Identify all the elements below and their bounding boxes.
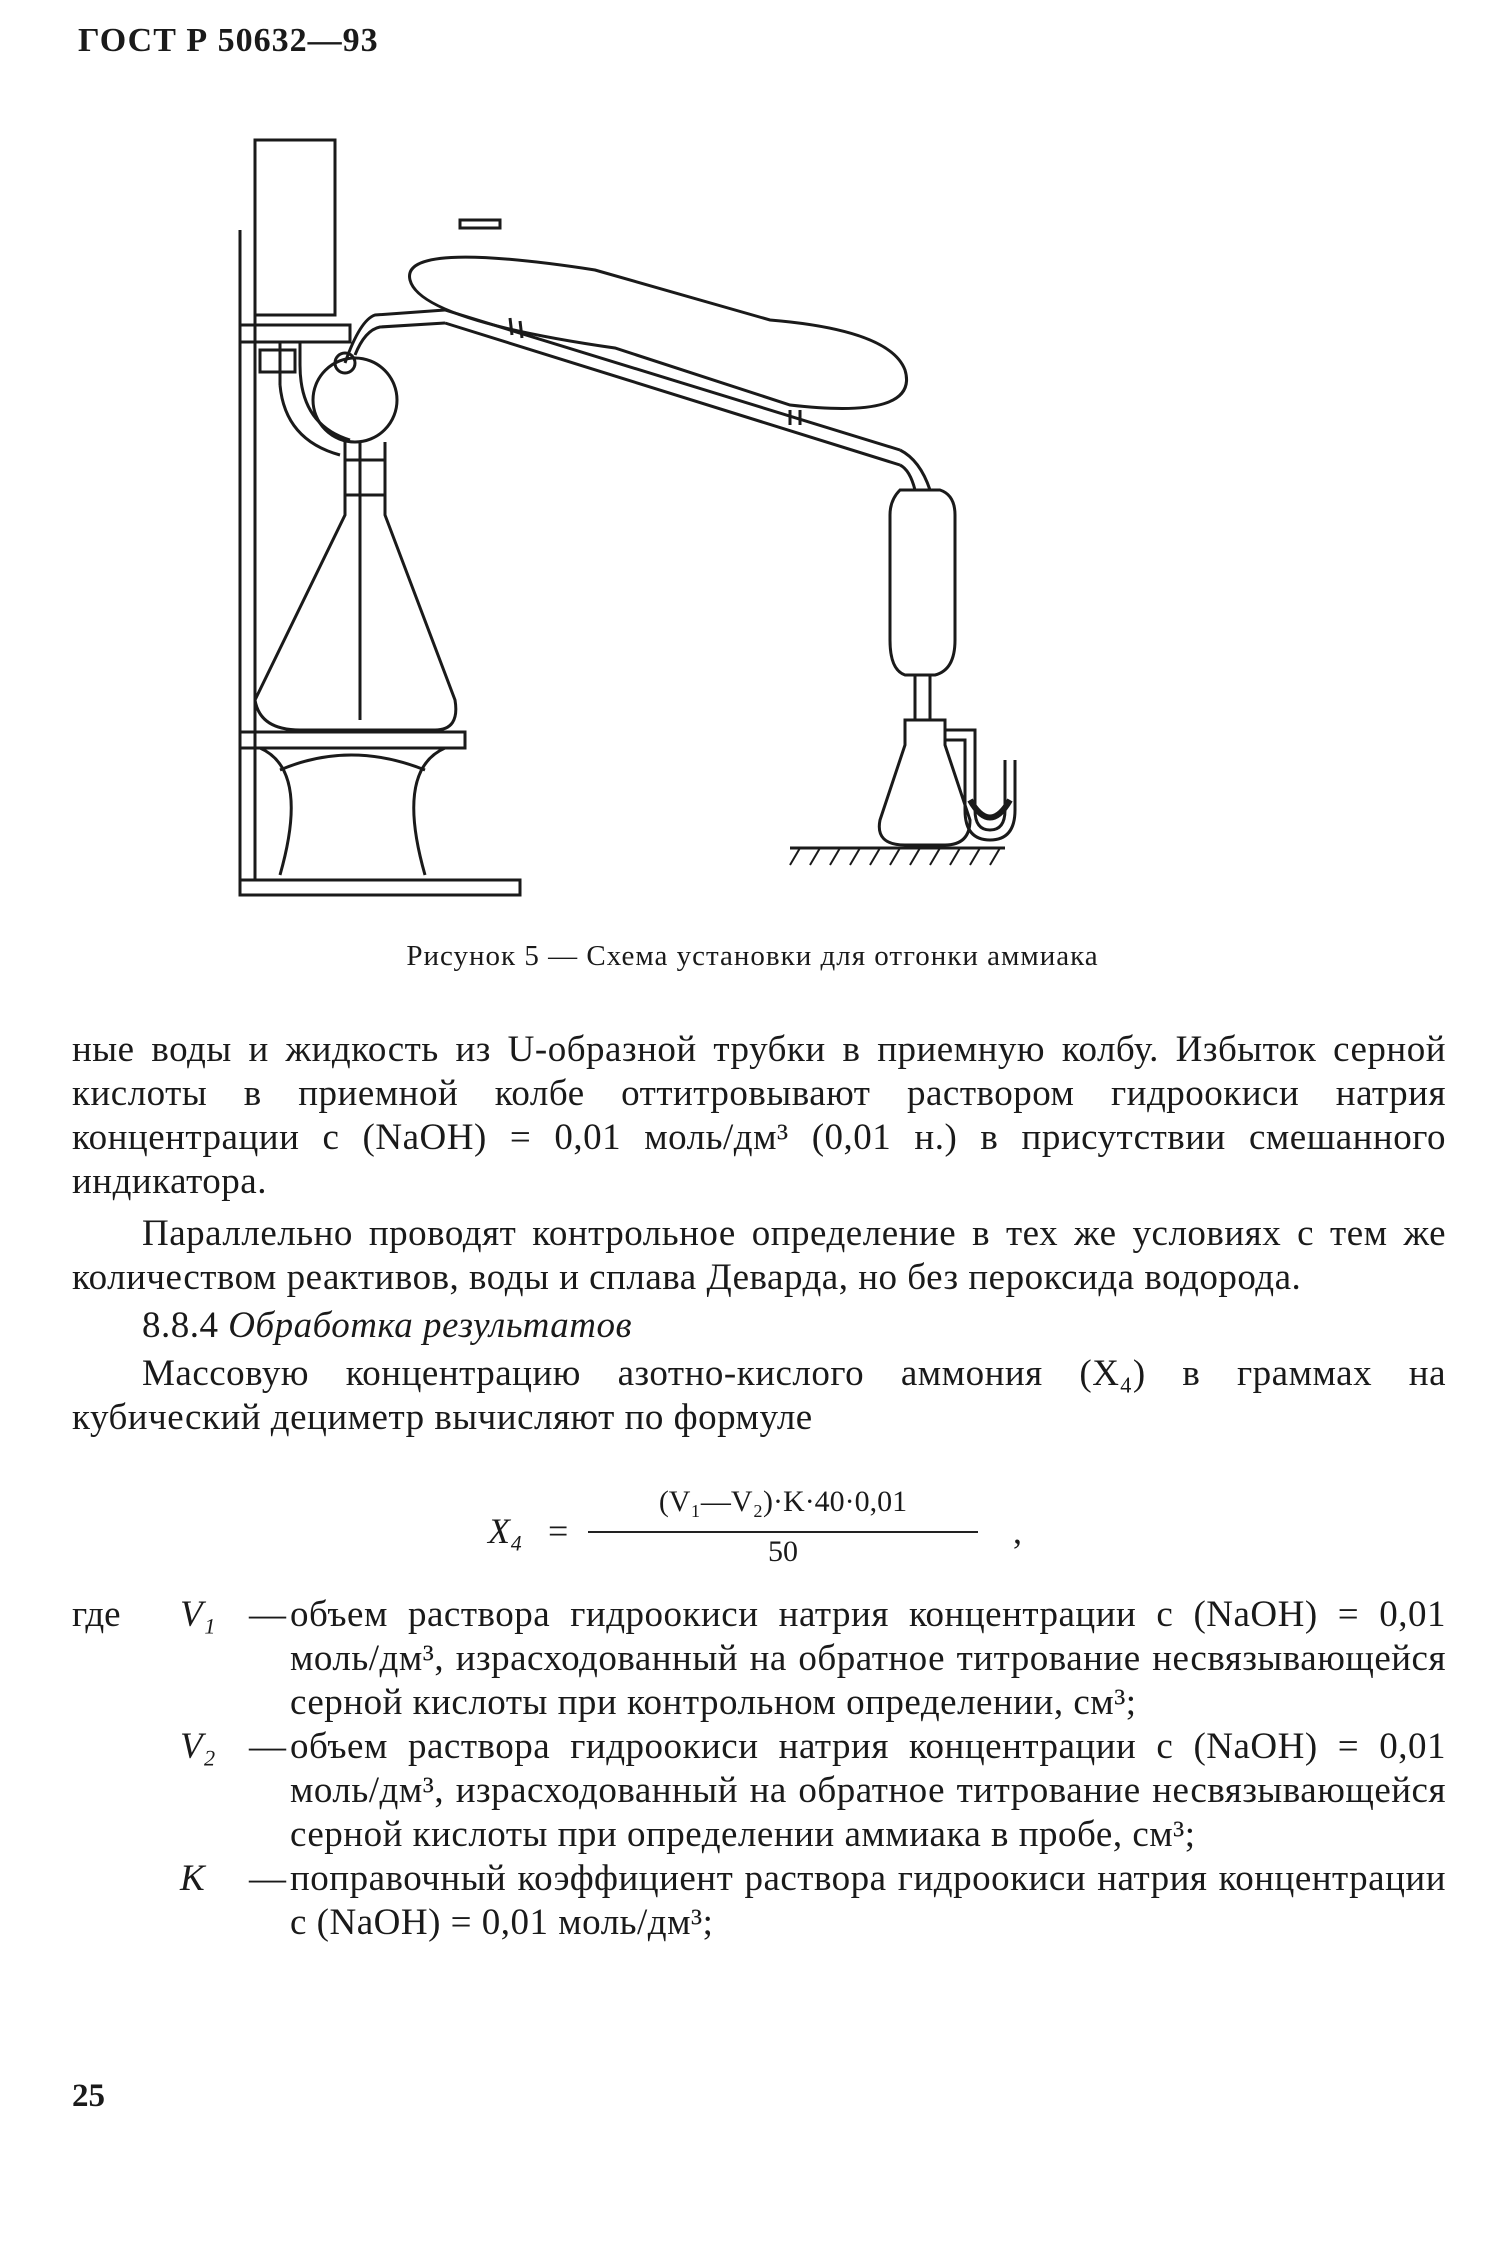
- condenser-jacket: [410, 257, 907, 408]
- definition-text: объем раствора гидроокиси натрия концентрации c (NaOH) = 0,01 моль/дм³, израсходованный на обратное титрование несвязывающейся серной кислоты при контрольном определении, см³;: [290, 1594, 1446, 1723]
- definitions-list: [72, 1593, 1446, 1945]
- definition-item: [72, 1857, 1446, 1945]
- formula-numerator: (V₁—V₂)·K·40·0,01: [658, 1485, 908, 1518]
- definition-dash: —: [249, 1858, 286, 1899]
- stand-base: [240, 880, 520, 895]
- dropping-funnel: [255, 140, 335, 315]
- paragraph-2: Параллельно проводят контрольное определение в тех же условиях с тем же количеством реактивов, воды и сплава Деварда, но без пероксида водорода.: [72, 1213, 1446, 1298]
- formula-lhs: X₄: [488, 1511, 523, 1551]
- fraction-bar: [588, 1531, 978, 1533]
- u-tube: [945, 730, 1015, 840]
- apparatus-diagram: [200, 120, 1320, 920]
- definitions-lead: где: [72, 1594, 121, 1635]
- definition-item: [72, 1593, 1446, 1725]
- heating-stand: [240, 732, 465, 748]
- distillation-flask: [255, 442, 456, 730]
- receiver-bulb: [890, 490, 955, 675]
- formula-equals: =: [548, 1511, 569, 1551]
- page-number: 25: [72, 2078, 105, 2114]
- definition-symbol: V₂: [180, 1726, 216, 1767]
- body-text: [72, 1028, 1446, 1440]
- definition-text: поправочный коэффициент раствора гидроокиси натрия концентрации c (NaOH) = 0,01 моль/дм³;: [290, 1858, 1446, 1943]
- figure-caption: Рисунок 5 — Схема установки для отгонки аммиака: [406, 940, 1099, 972]
- section-heading: [72, 1304, 1446, 1348]
- definition-symbol: K: [180, 1858, 205, 1899]
- definition-text: объем раствора гидроокиси натрия концентрации c (NaOH) = 0,01 моль/дм³, израсходованный на обратное титрование несвязывающейся серной кислоты при определении аммиака в пробе, см³;: [290, 1726, 1446, 1855]
- splash-bulb: [313, 358, 397, 442]
- paragraph-3: Массовую концентрацию азотно-кислого аммония (X₄) в граммах на кубический дециметр вычисляют по формуле: [72, 1353, 1446, 1438]
- formula-comma: ,: [1013, 1511, 1022, 1551]
- definition-dash: —: [249, 1594, 286, 1635]
- stand-rod: [240, 230, 255, 880]
- formula-denominator: 50: [768, 1535, 798, 1568]
- formula: [488, 1485, 1048, 1580]
- section-title: Обработка результатов: [228, 1305, 633, 1346]
- definition-item: [72, 1725, 1446, 1857]
- definition-symbol: V₁: [180, 1594, 216, 1635]
- definition-dash: —: [249, 1726, 286, 1767]
- section-number: 8.8.4: [142, 1305, 219, 1346]
- document-header: ГОСТ Р 50632—93: [78, 22, 379, 59]
- paragraph-1: ные воды и жидкость из U-образной трубки в приемную колбу. Избыток серной кислоты в приемной колбе оттитровывают раствором гидроокиси натрия концентрации c (NaOH) = 0,01 моль/дм³ (0,01 н.) в присутствии смешанного индикатора.: [72, 1029, 1446, 1202]
